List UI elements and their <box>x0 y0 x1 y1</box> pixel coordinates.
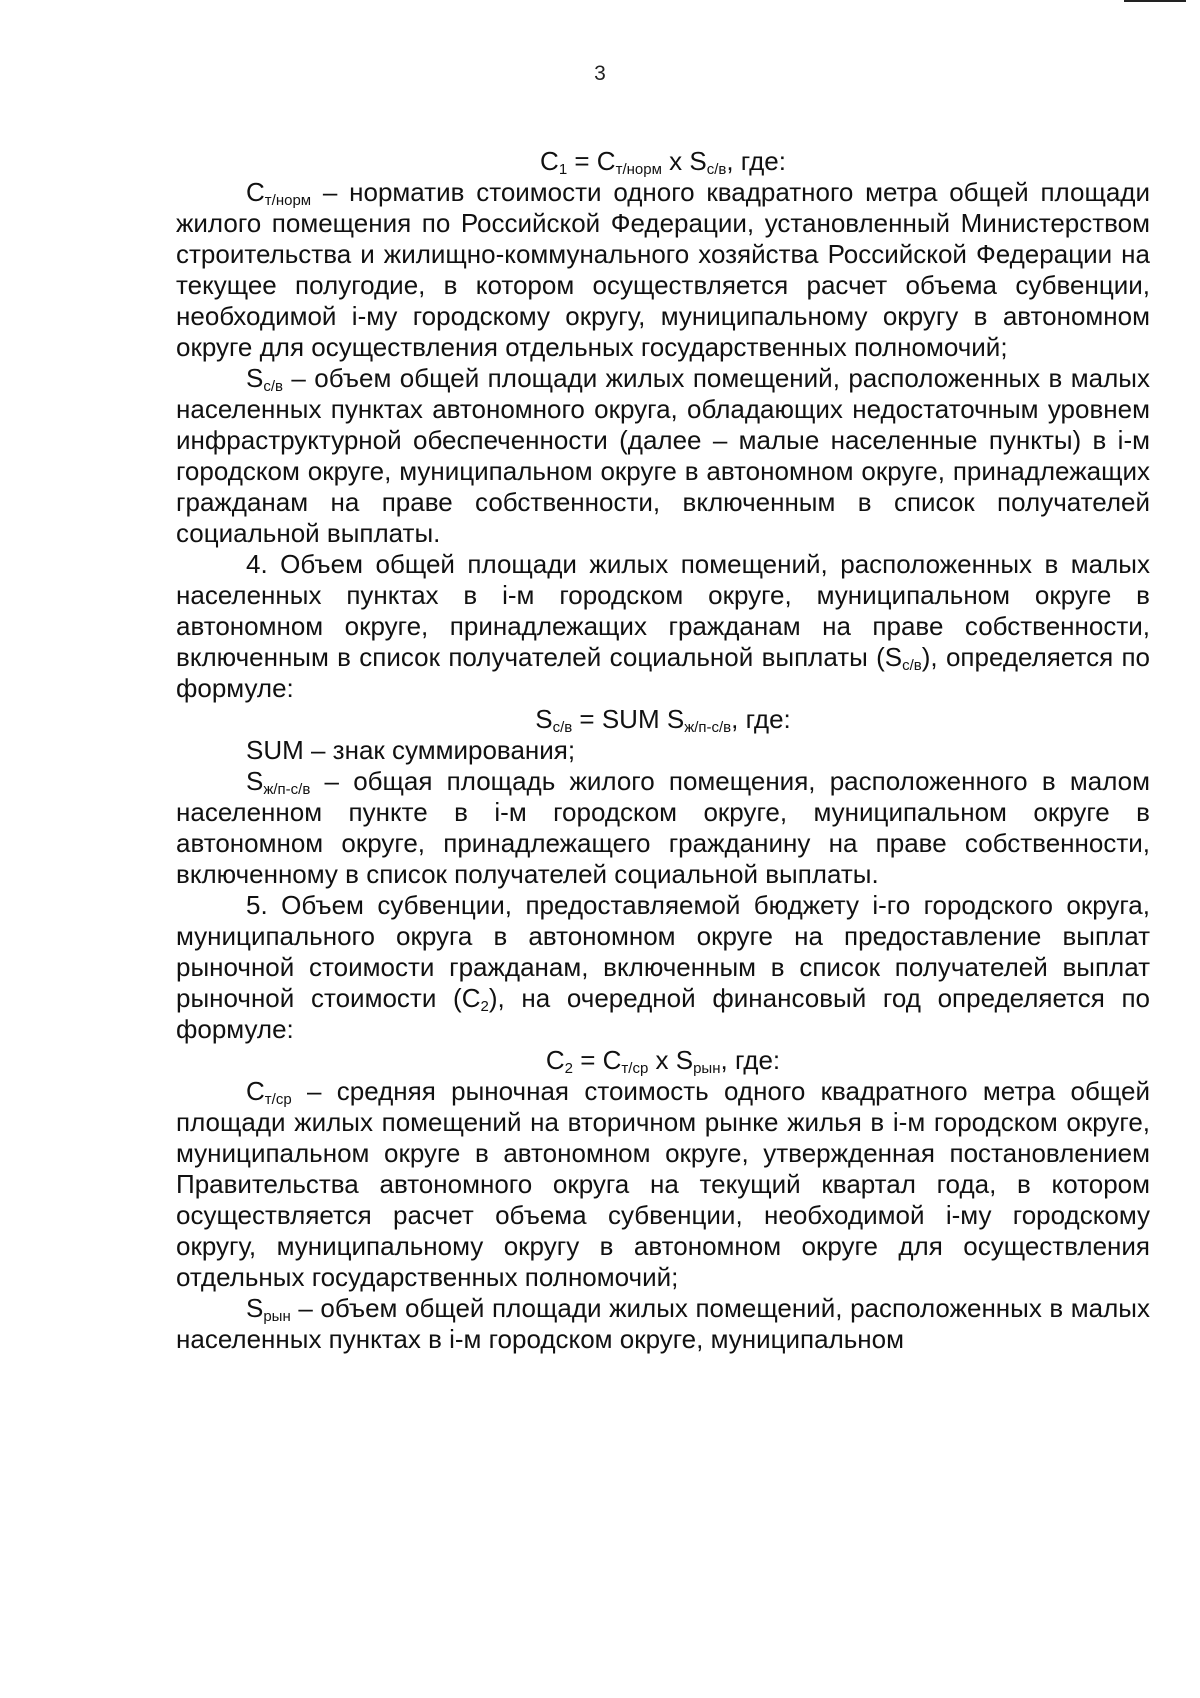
page-number: 3 <box>594 62 606 85</box>
formula-c2: $С_2 = С_{т/ср}$ х $S_{рын}$, где: <box>545 1045 781 1077</box>
definition-c-norm: $С_{т/норм}$ – норматив стоимости одного квадратного метра общей площади жилого помещения по Российской Федерации, установленный Министерством строительства и жилищно-коммунального хозяйства Российской Федерации на текущее полугодие, в котором осуществляется расчет объема субвенции, необходимой i-му городскому округу, муниципальному округу в автономном округе для осуществления отдельных государственных полномочий; <box>176 177 1150 362</box>
definition-s-ryn: $S_{рын}$ – объем общей площади жилых помещений, расположенных в малых населенных пунктах в i-м городском округе, муниципальном <box>176 1293 1150 1354</box>
paragraph-5: 5. Объем субвенции, предоставляемой бюджету i-го городского округа, муниципального округа в автономном округе на предоставление выплат рыночной стоимости гражданам, включенным в список получателей выплат рыночной стоимости $(С_2)$, на очередной финансовый год определяется по формуле: <box>176 890 1150 1044</box>
definition-sum: SUM – знак суммирования; <box>246 735 576 765</box>
definition-s-cv: $S_{с/в}$ – объем общей площади жилых помещений, расположенных в малых населенных пунктах автономного округа, обладающих недостаточным уровнем инфраструктурной обеспеченности (далее – малые населенные пункты) в i-м городском округе, муниципальном округе в автономном округе, принадлежащих гражданам на праве собственности, включенным в список получателей социальной выплаты. <box>176 363 1150 548</box>
corner-mark <box>1124 0 1186 2</box>
formula-c1: $С_1 = С_{т/норм}$ х $S_{с/в}$, где: <box>540 146 786 178</box>
paragraph-4: 4. Объем общей площади жилых помещений, расположенных в малых населенных пунктах в i-м городском округе, муниципальном округе в автономном округе, принадлежащих гражданам на праве собственности, включенным в список получателей социальной выплаты $(S_{с/в})$, определяется по формуле: <box>176 549 1150 703</box>
definition-s-zhp: $S_{ж/п-с/в}$ – общая площадь жилого помещения, расположенного в малом населенном пункте в i-м городском округе, муниципальном округе в автономном округе, принадлежащего гражданину на праве собственности, включенному в список получателей социальной выплаты. <box>176 766 1150 889</box>
document-body <box>176 146 1150 1355</box>
formula-s-cv: $S_{с/в}$ = SUM $S_{ж/п-с/в}$, где: <box>535 704 791 736</box>
definition-c-sr: $С_{т/ср}$ – средняя рыночная стоимость одного квадратного метра общей площади жилых помещений на вторичном рынке жилья в i-м городском округе, муниципальном округе в автономном округе, утвержденная постановлением Правительства автономного округа на текущий квартал года, в котором осуществляется расчет объема субвенции, необходимой i-му городскому округу, муниципальному округу в автономном округе для осуществления отдельных государственных полномочий; <box>176 1076 1150 1292</box>
